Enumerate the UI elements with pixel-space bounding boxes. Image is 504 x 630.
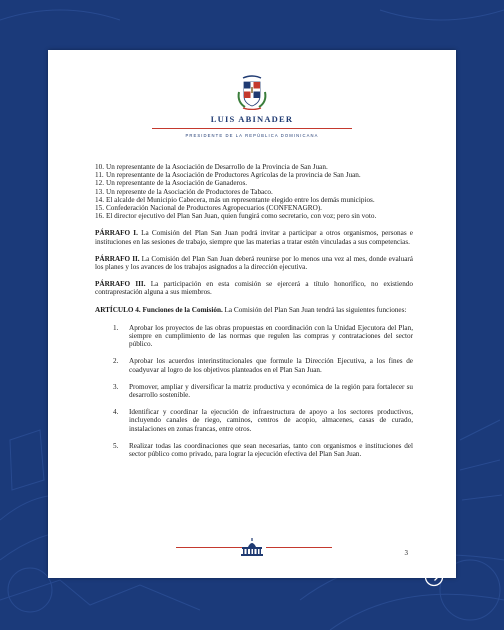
signatory-name: LUIS ABINADER (210, 114, 294, 124)
item-number: 16. (95, 212, 104, 221)
item-text: El director ejecutivo del Plan San Juan, quien fungirá como secretario, con voz; pero sin voto. (106, 212, 377, 221)
list-item (95, 324, 413, 349)
list-item (95, 204, 413, 212)
item-text: Un representante de la Asociación de Ganaderos. (106, 179, 248, 188)
list-item (95, 442, 413, 458)
header-divider (152, 128, 352, 129)
paragraph-text: La participación en esta comisión se ejercerá a título honorífico, no existiendo contraprestación alguna a sus miembros. (95, 280, 413, 297)
item-text: Un representante de la Asociación de Productores Agrícolas de la provincia de San Juan. (106, 171, 361, 180)
article-label: ARTÍCULO 4. Funciones de la Comisión. (95, 305, 223, 314)
page-footer (48, 538, 456, 556)
palace-icon (240, 538, 264, 556)
article-text: La Comisión del Plan San Juan tendrá las siguientes funciones: (222, 305, 407, 314)
list-item (95, 179, 413, 187)
item-number: 15. (95, 204, 104, 213)
item-text: Realizar todas las coordinaciones que sean necesarias, tanto con organismos e instituciones del sector público como privado, para lograr la ejecución efectiva del Plan San Juan. (129, 441, 413, 459)
item-text: El alcalde del Municipio Cabecera, más un representante elegido entre los demás municipios. (106, 195, 375, 204)
list-item (95, 357, 413, 373)
item-text: Aprobar los acuerdos interinstitucionales que formule la Dirección Ejecutiva, a los fines de coadyuvar al logro de los objetivos planteados en el Plan San Juan. (129, 357, 413, 374)
item-number: 5. (113, 441, 119, 450)
item-number: 13. (95, 187, 104, 196)
list-item (95, 196, 413, 204)
paragraph-label: PÁRRAFO II. (95, 254, 140, 263)
paragraph-ii (95, 255, 413, 271)
functions-list (95, 324, 413, 458)
list-item (95, 383, 413, 399)
article-4-heading (95, 306, 413, 314)
list-item (95, 408, 413, 433)
list-item (95, 188, 413, 196)
next-page-icon[interactable] (424, 567, 444, 587)
item-text: Identificar y coordinar la ejecución de infraestructura de apoyo a los sectores productivos, incluyendo canales de riego, caminos, centros de acopio, almacenes, casas de curado, instalaciones en zonas francas, entre otros. (129, 408, 413, 433)
document-page (48, 50, 456, 578)
paragraph-label: PÁRRAFO III. (95, 280, 146, 289)
item-text: Promover, ampliar y diversificar la matriz productiva y económica de la región para fortalecer su desarrollo sostenible. (129, 382, 413, 400)
item-text: Un representante de la Asociación de Desarrollo de la Provincia de San Juan. (106, 163, 328, 171)
item-number: 14. (95, 195, 104, 204)
item-number: 10. (95, 163, 104, 171)
item-number: 1. (113, 323, 119, 332)
item-number: 3. (113, 382, 119, 391)
item-text: Aprobar los proyectos de las obras propuestas en coordinación con la Unidad Ejecutora del Plan, siempre en cumplimiento de las normas que regulen las compras y contrataciones del sector público. (129, 323, 413, 349)
paragraph-iii (95, 280, 413, 296)
document-body (95, 163, 413, 467)
item-text: Confederación Nacional de Productores Agropecuarios (CONFENAGRO). (106, 204, 322, 213)
coat-of-arms-icon (235, 74, 269, 110)
members-list (95, 163, 413, 220)
signatory-title: PRESIDENTE DE LA REPÚBLICA DOMINICANA (185, 133, 319, 138)
item-number: 11. (95, 171, 104, 180)
paragraph-text: La Comisión del Plan San Juan podrá invitar a participar a otros organismos, personas e instituciones en las sesiones de trabajo, siempre que las materias a tratar estén vinculadas a sus competencias. (95, 229, 413, 246)
item-text: Un represente de la Asociación de Productores de Tabaco. (106, 187, 273, 196)
page-number: 3 (404, 549, 408, 557)
item-number: 12. (95, 179, 104, 188)
paragraph-label: PÁRRAFO I. (95, 229, 138, 238)
item-number: 4. (113, 408, 119, 417)
paragraph-text: La Comisión del Plan San Juan deberá reunirse por lo menos una vez al mes, donde evaluará los planes y los avances de los trabajos asignados a la dirección ejecutiva. (95, 254, 414, 272)
paragraph-i (95, 229, 413, 245)
list-item (95, 212, 413, 220)
list-item (95, 163, 413, 171)
footer-line-left (176, 547, 242, 548)
item-number: 2. (113, 357, 119, 366)
footer-line-right (266, 547, 332, 548)
letterhead (48, 74, 456, 138)
list-item (95, 171, 413, 179)
